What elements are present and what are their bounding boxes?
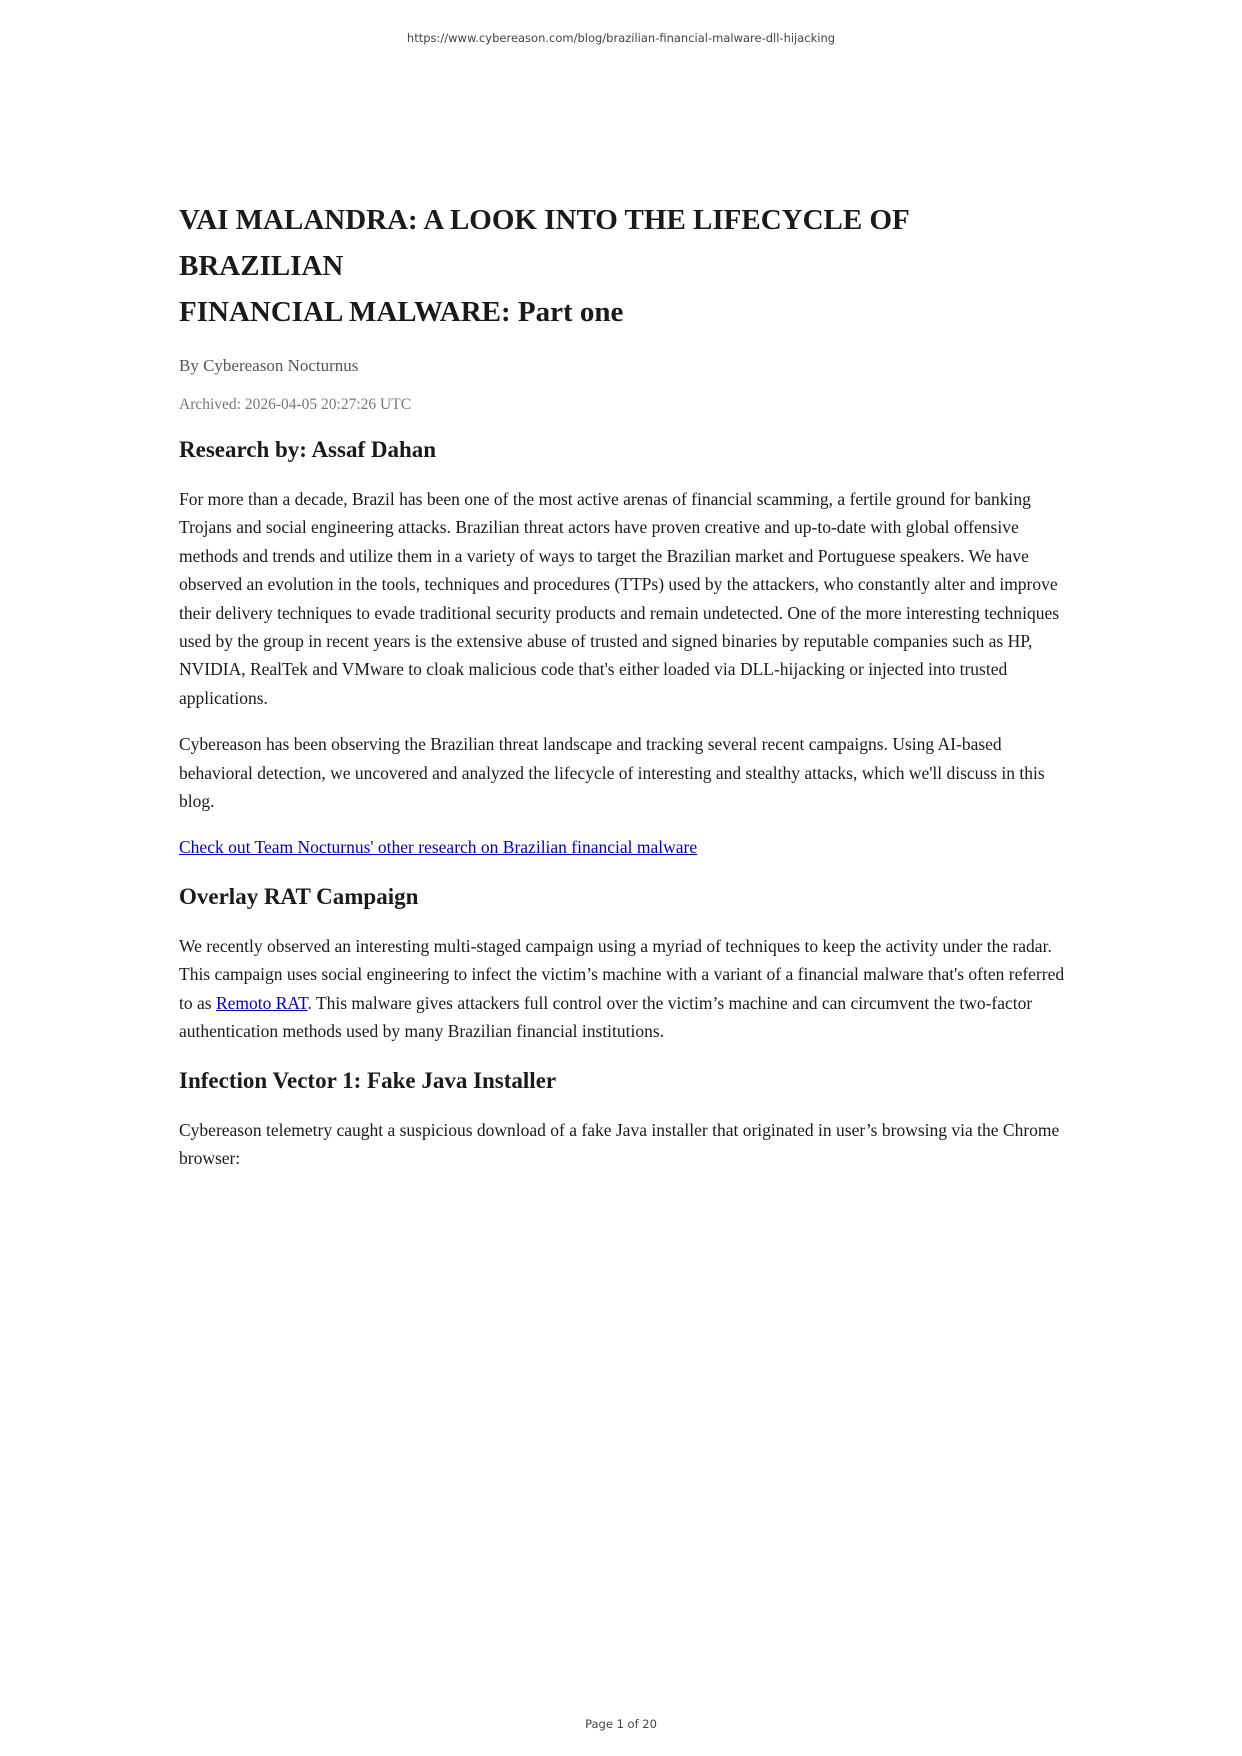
observation-paragraph: Cybereason has been observing the Brazilian threat landscape and tracking several recent campaigns. Using AI-based behavioral detection, we uncovered and analyzed the lifecycle of interesting and stealthy attacks, which we'll discuss in this blog. (179, 734, 1045, 812)
overlay-rat-heading: Overlay RAT Campaign (179, 883, 419, 909)
byline: By Cybereason Nocturnus (179, 356, 359, 375)
article (179, 197, 1069, 1172)
overlay-text-before: We recently observed an interesting multi-staged campaign using a myriad of techniques to keep the activity under the radar. This campaign uses social engineering to infect the victim’s machine with a variant of a financial malware that's often referred to as (179, 935, 1065, 1013)
infection-vector-heading: Infection Vector 1: Fake Java Installer (179, 1067, 557, 1093)
article-title (179, 197, 1069, 335)
page-number: Page 1 of 20 (585, 1717, 657, 1731)
other-research-link[interactable]: Check out Team Nocturnus' other research on Brazilian financial malware (179, 837, 698, 858)
archived-timestamp: Archived: 2026-04-05 20:27:26 UTC (179, 396, 412, 413)
article-title-line1: VAI MALANDRA: A LOOK INTO THE LIFECYCLE OF BRAZILIAN (179, 204, 909, 282)
research-link-paragraph (179, 833, 1069, 861)
article-title-line2: FINANCIAL MALWARE: Part one (179, 296, 624, 328)
remoto-rat-link[interactable]: Remoto RAT (215, 992, 308, 1013)
page-url-header: https://www.cybereason.com/blog/brazilian-financial-malware-dll-hijacking (406, 31, 836, 45)
intro-paragraph: For more than a decade, Brazil has been one of the most active arenas of financial scamming, a fertile ground for banking Trojans and social engineering attacks. Brazilian threat actors have proven creative and up-to-date with global offensive methods and trends and utilize them in a variety of ways to target the Brazilian market and Portuguese speakers. We have observed an evolution in the tools, techniques and procedures (TTPs) used by the attackers, who constantly alter and improve their delivery techniques to evade traditional security products and remain undetected. One of the more interesting techniques used by the group in recent years is the extensive abuse of trusted and signed binaries by reputable companies such as HP, NVIDIA, RealTek and VMware to cloak malicious code that's either loaded via DLL-hijacking or injected into trusted applications. (179, 489, 1060, 708)
overlay-text-after: . This malware gives attackers full control over the victim’s machine and can circumvent the two-factor authentication methods used by many Brazilian financial institutions. (179, 992, 1033, 1042)
overlay-rat-paragraph (179, 932, 1069, 1046)
infection-vector-paragraph: Cybereason telemetry caught a suspicious download of a fake Java installer that originated in user’s browsing via the Chrome browser: (179, 1119, 1060, 1168)
research-by-heading: Research by: Assaf Dahan (179, 437, 437, 462)
